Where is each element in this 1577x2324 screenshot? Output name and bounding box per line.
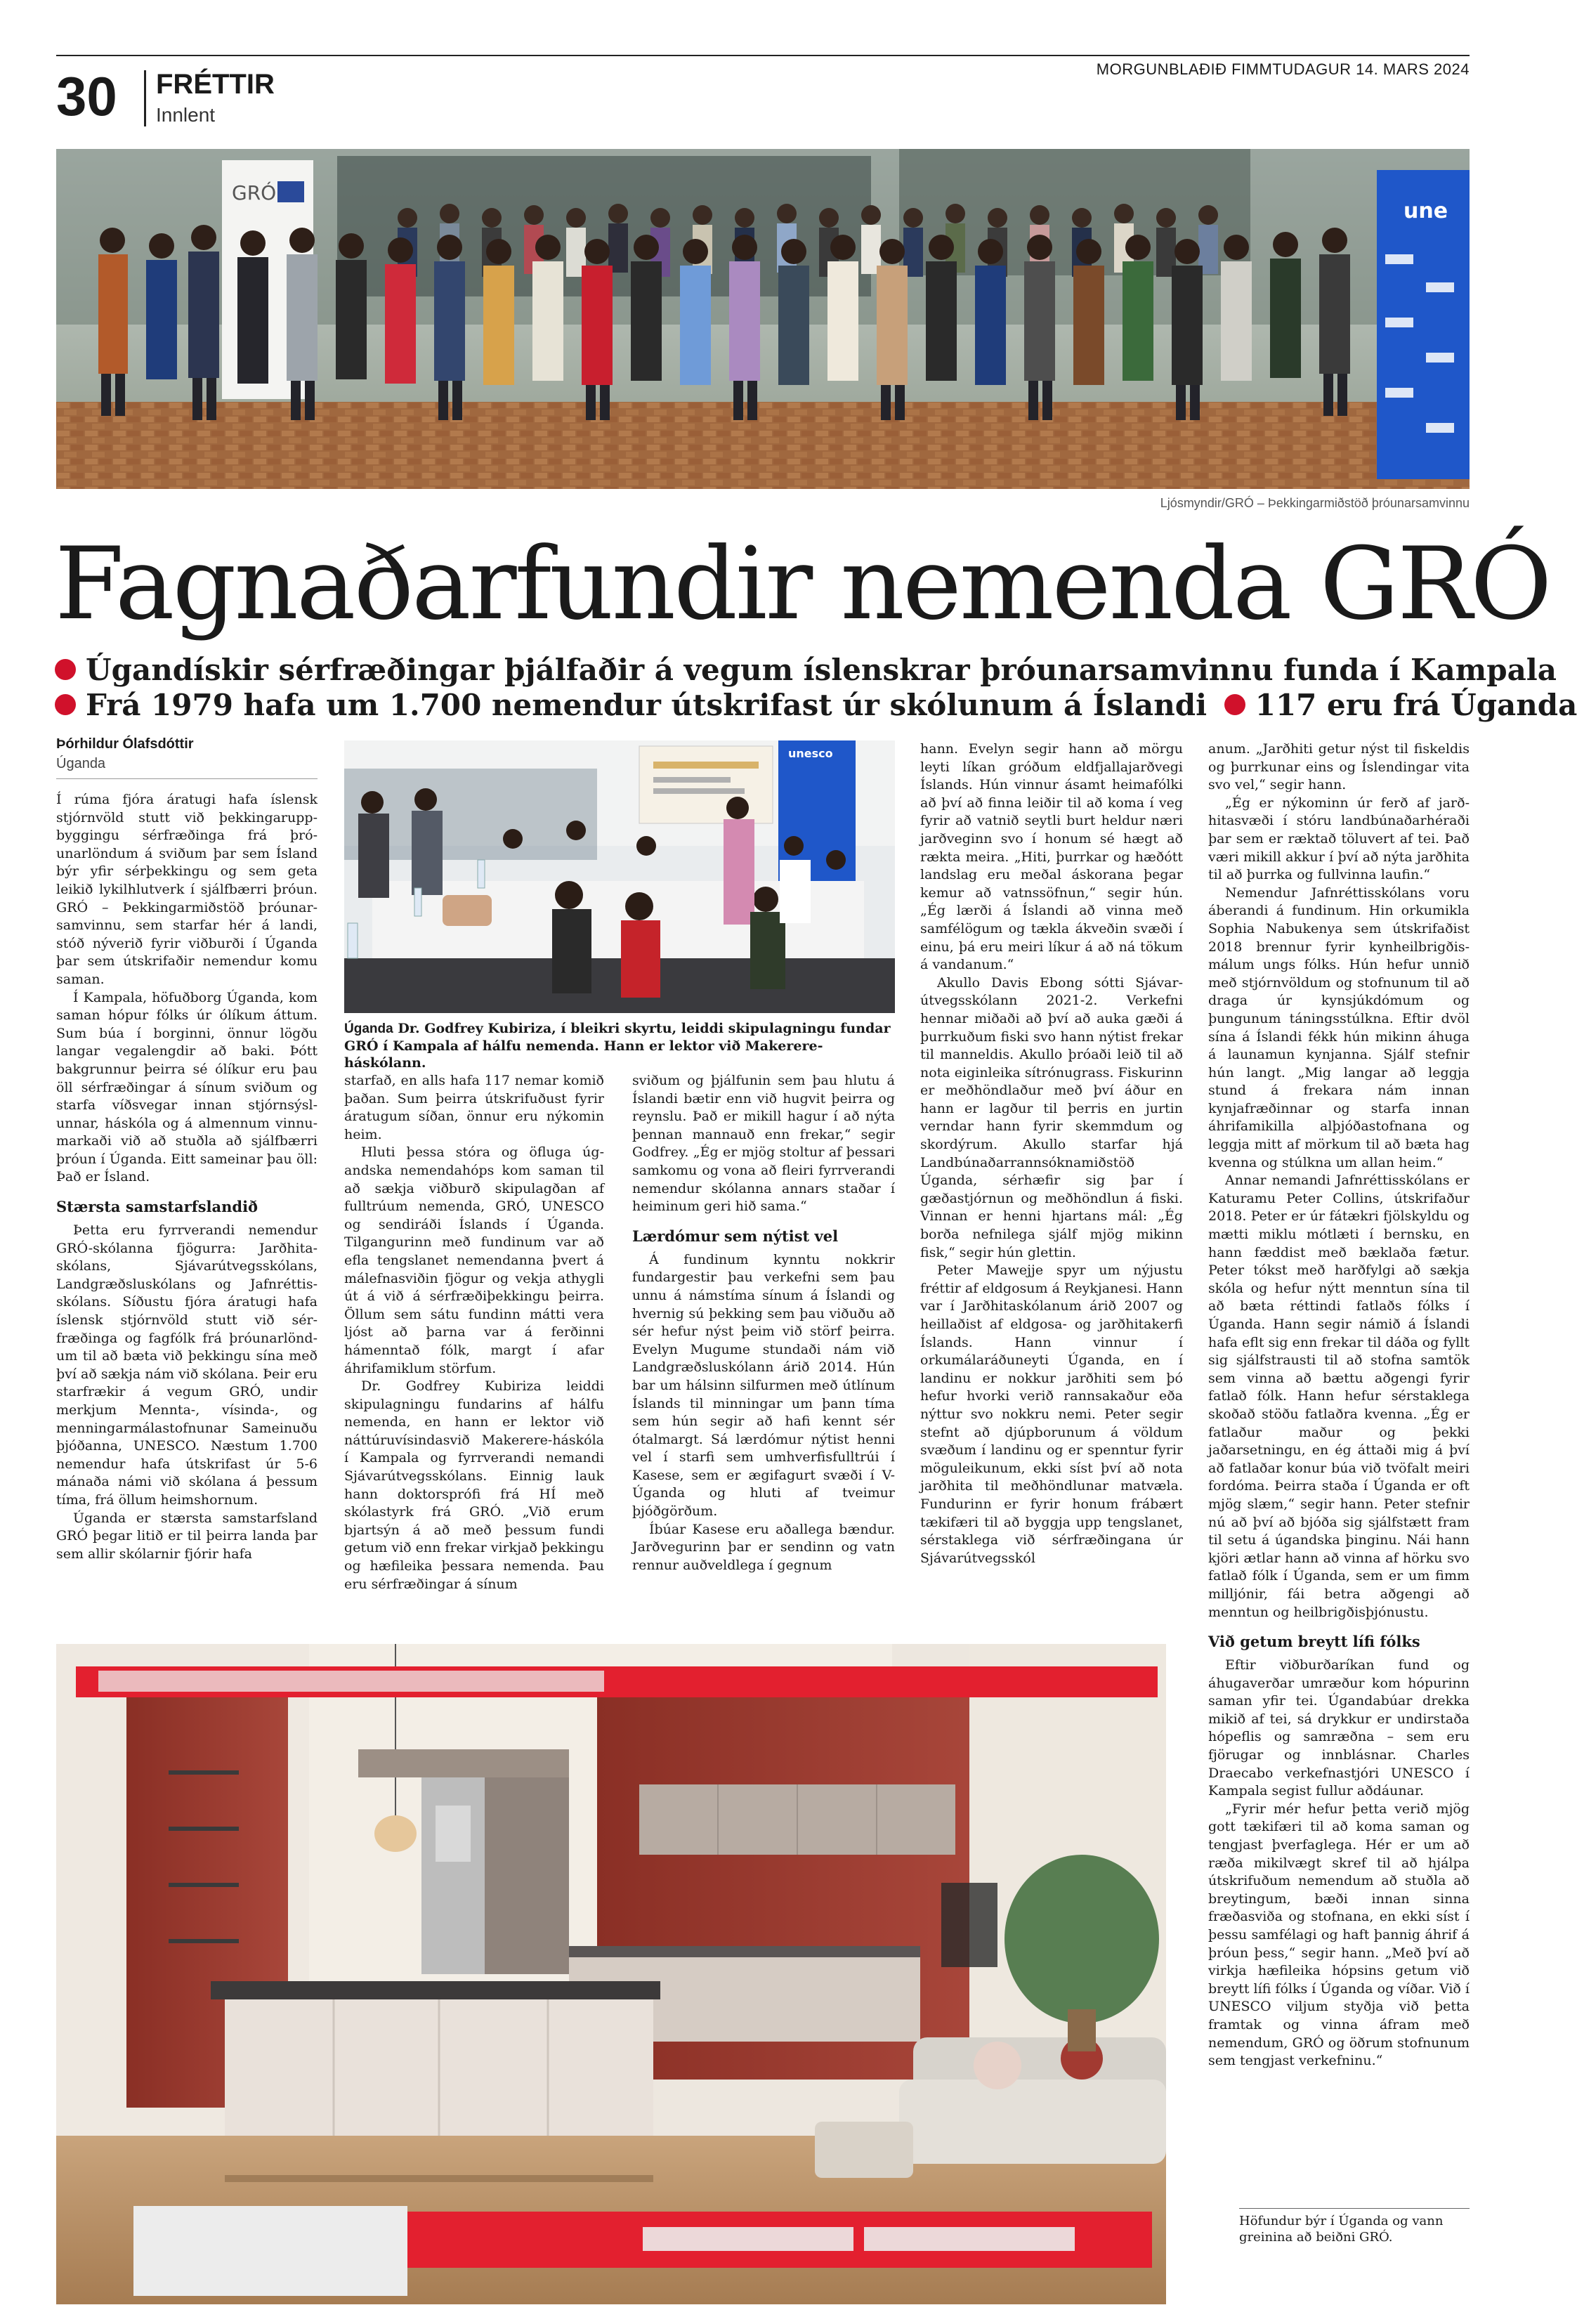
photo-credit: Ljósmyndir/GRÓ – Þekkingarmiðstöð þróunarsamvinnu	[1160, 496, 1470, 510]
paragraph: Annar nemandi Jafnréttisskólans er Katuramu Peter Collins, útskrifaður 2018. Peter er úr fátækri fjölskyldu og mætti miklu mótlæti í bernsku, en hann fæddist með bæklaða fætur. Peter tókst með harðfylgi að sækja skóla og hefur nýtt menntun sína til að bæta réttindi fatlaðs fólks í Úganda. Hann segir námið á Íslandi hafa eflt sig enn frekar til dáða og fyllt sig sjálfstrausti til að stofna samtök sem vinna að bættu aðgengi fyrir fatlað fólk. Hann hefur sérstaklega skoðað stöðu fatlaðra kvenna. „Ég er fatlaður maður og þekki jaðarsetningu, en ég áttaði mig á því að fatlaðar konur búa við tvöfalt meiri fordóma. Þeirra staða í Úganda er oft mjög slæm,“ segir hann. Peter stefnir nú að því að bjóða sig sjálfstætt fram til setu á úgandska þinginu. Nái hann kjöri ætlar hann að vinna af hörku svo fatlað fólk í Úganda, sem er um fimm milljónir, fái betra aðgengi að menntun og heilbrigðisþjónustu.	[1208, 1173, 1470, 1620]
paragraph: „Fyrir mér hefur þetta verið mjög gott tækifæri til að koma saman og tengjast þverfaglega. Hér er um að ræða mikilvægt skref til að hjálpa útskrifuðum nemendum að stuðla að breytingum, bæði innan sinna fræðasviða og stofnana, en ekki síst í þessu samfélagi og haft þannig áhrif á þróun þess,“ segir hann. „Með því að virkja hæfileika hópsins getum við breytt lífi fólks í Úganda og víðar. Við í UNESCO viljum styðja við þetta framtak og vinna áfram með nemendum, GRÓ og öðrum stofnunum sem tengjast verkefninu.“	[1208, 1801, 1470, 2069]
author-name: Þórhildur Ólafsdóttir	[56, 736, 194, 752]
deck-text-2b: 117 eru frá Úganda	[1255, 688, 1577, 722]
paragraph: Í Kampala, höfuðborg Úganda, kom saman hópur fólks úr ólíkum áttum. Sum búa í borginni, önnur lögðu langar vegalengdir að baki. Þótt bakgrunnur þeirra sé ólíkur eru þau öll sérfræðingar á sínum sviðum og starfa víðsvegar innan stjórnsýslunnar, háskóla og á almennum vinnumarkaði við að stuðla að sjálfbærri þróun í Úganda. Eitt sameinar þau öll: Það er Ísland.	[56, 989, 318, 1185]
footnote-rule	[1239, 2208, 1470, 2209]
article-column-5	[1208, 740, 1470, 2070]
paragraph: Peter Mawejje spyr um nýjustu fréttir af eldgosum á Reykjanesi. Hann var í Jarðhitaskólanum árið 2007 og heillaðist af eldgosa- og jarðhitakerfi Íslands. Hann vinnur í orkumálaráðuneyti Úganda, en í landinu er nokkur jarðhiti sem þó hefur hvorki verið rannsakaður eða nýttur svo nokkru nemi. Peter segir stefnt að djúpborunum á völdum svæðum í landinu og er spenntur fyrir möguleikunum, ekki síst því að nota jarðhita til meðhöndlunar matvæla. Fundurinn er fyrir honum frábært tækifæri til að byggja upp tengslanet, sérstaklega við sérfræðingana úr Sjávarútvegsskól	[920, 1262, 1183, 1566]
header-separator	[144, 70, 146, 126]
meeting-photo	[344, 740, 895, 1013]
header-rule	[56, 55, 1470, 56]
paragraph: starfað, en alls hafa 117 nemar komið þaðan. Sum þeirra útskrifuðust fyrir áratugum síðan, önnur eru nýkomin heim.	[344, 1073, 604, 1142]
group-photo	[56, 149, 1470, 489]
subheading: Við getum breytt lífi fólks	[1208, 1633, 1420, 1651]
paragraph: Eftir viðburðaríkan fund og áhugaverðar umræður kom hópurinn saman yfir tei. Úgandabúar drekka mikið af tei, sá drykkur er undirstaða hópeflis og samræðna – sem eru fjörugar og innblásnar. Charles Draecabo verkefnastjóri UNESCO í Kampala segist fullur aðdáunar.	[1208, 1657, 1470, 1799]
paragraph: Dr. Godfrey Kubiriza leiddi skipulagningu fundarins af hálfu nemenda, en hann er lektor við náttúruvísindasvið Makerere-háskóla í Kampala og fyrrverandi nemandi Sjávarútvegsskólans. Einnig lauk hann doktorsprófi frá HÍ með skólastyrk frá GRÓ. „Við erum bjartsýn á að með þessum fundi getum við enn frekar virkjað þekkingu og hæfileika þessara nemenda. Þau eru sérfræðingar á sínum	[344, 1378, 604, 1592]
photo-caption	[344, 1020, 895, 1071]
paragraph: anum. „Jarðhiti getur nýst til fiskeldis og þurrkunar eins og Íslendingar vita svo vel,“ segir hann.	[1208, 741, 1470, 793]
paragraph: sviðum og þjálfunin sem þau hlutu á Íslandi bætir enn við hugvit þeirra og reynslu. Það er mikill hagur í að nýta þennan mannauð enn frekar,“ segir Godfrey. „Ég er mjög stoltur af þessari samkomu og vona að fleiri fyrrverandi nemendur skólanna annars staðar í heiminum geri hið sama.“	[632, 1073, 895, 1215]
bullet-dot-icon	[55, 659, 76, 680]
svg-text:GRÓ: GRÓ	[232, 181, 277, 204]
headline: Fagnaðarfundir nemenda GRÓ	[55, 526, 1550, 642]
paragraph: Úganda er stærsta samstarfsland GRÓ þegar litið er til þeirra landa þar sem allir skólarnir fjórir hafa	[56, 1510, 318, 1562]
byline-rule	[56, 778, 318, 779]
deck-text-1: Úgandískir sérfræðingar þjálfaðir á vegum íslenskrar þróunarsamvinnu funda í Kampala	[86, 653, 1557, 687]
subheading: Stærsta samstarfslandið	[56, 1198, 259, 1216]
paragraph: hann. Evelyn segir hann að mörgu leyti líkan gróðum eldfjallajarðvegi Íslands. Hún vinnur ásamt heimafólki að því að finna leiðir til að koma í veg fyrir að vatnið seytli burt heldur næri jarðveginn svo í honum sé hægt að rækta meira. „Hiti, þurrkar og hæðótt landslag eru meðal áskorana þegar kemur að vatnssöfnun,“ segir hún. „Ég lærði á Íslandi að vinna með samfélögum og tækla ákveðin svæði í einu, þá eru meiri líkur á að ná tökum á vandanum.“	[920, 741, 1183, 973]
caption-text: Dr. Godfrey Kubiriza, í bleikri skyrtu, leiddi skipulagningu fundar GRÓ í Kampala af hálfu nemenda. Hann er lektor við Makerere-háskólann.	[344, 1021, 891, 1071]
svg-text:une: une	[1403, 199, 1448, 223]
deck-line-2	[55, 686, 1577, 725]
paragraph: Í rúma fjóra áratugi hafa íslensk stjórnvöld stutt við þekkingaruppbyggingu sérfræðinga frá þróunarlöndum á sviðum þar sem Ísland býr yfir sérþekkingu og sem geta leikið lykilhlutverk í sjálfbærri þróun. GRÓ – Þekkingarmiðstöð þróunarsamvinnu, sem starfar hér á landi, stóð nýverið fyrir viðburði í Úganda þar sem útskrifaðir nemendur komu saman.	[56, 792, 318, 987]
caption-lead: Úganda	[344, 1021, 393, 1036]
paragraph: „Ég er nýkominn úr ferð af jarðhitasvæði í stóru landbúnaðarhéraði þar sem er ræktað töluvert af tei. Það væri mikill akkur í því að nýta jarðhita til að þurrka og fullvinna laufin.“	[1208, 795, 1470, 883]
svg-text:unesco: unesco	[788, 747, 833, 760]
paragraph: Íbúar Kasese eru aðallega bændur. Jarðvegurinn þar er sendinn og vatn rennur auðveldlega í gegnum	[632, 1521, 895, 1573]
bullet-dot-icon	[55, 694, 76, 715]
author-footnote: Höfundur býr í Úganda og vann greinina að beiðni GRÓ.	[1239, 2214, 1444, 2245]
deck-text-2a: Frá 1979 hafa um 1.700 nemendur útskrifast úr skólunum á Íslandi	[86, 688, 1208, 722]
paragraph: Nemendur Jafnréttisskólans voru áberandi á fundinum. Hin orkumikla Sophia Nabukenya sem útskrifaðist 2018 brennur fyrir kynheilbrigðismálum ungs fólks. Hún hefur unnið með stjórnvöldum og stofnunum til að draga úr kynsjúkdómum og þungunum táningsstúlkna. Eftir dvöl sína á Íslandi fékk hún mikinn áhuga á launamun kynjanna. Sjálf stefnir hún langt. „Mig langar að leggja stund á frekara nám innan kynjafræðinnar og starfa innan áhrifamikilla alþjóðastofnana og leggja mitt af mörkum til að bæta hag kvenna og stúlkna um allan heim.“	[1208, 884, 1470, 1170]
paragraph: Akullo Davis Ebong sótti Sjávarútvegsskólann 2021-2. Verkefni hennar miðaði að því að auka gæði á þurrkuðum fiski svo hann nýtist frekar til manneldis. Akullo þróaði leið til að nota eiginleika sítrónugrass. Fiskurinn er meðhöndlaður með því áður en hann er lagður til þerris en jurtin verndar hann fyrir skemmdum og skordýrum. Akullo starfar hjá Landbúnaðarrannsóknamiðstöð Úganda, sérhæfir sig þar í gæðastjórnun og meðhöndlun á fiski. Vinnan er henni hjartans mál: „Ég borða nefnilega sjálf mjög mikinn fisk,“ segir hún glettin.	[920, 974, 1183, 1260]
article-column-2	[344, 1072, 604, 1593]
article-column-3	[632, 1072, 895, 1574]
section-title: FRÉTTIR	[156, 69, 275, 100]
publication-dateline: MORGUNBLAÐIÐ FIMMTUDAGUR 14. MARS 2024	[1096, 60, 1470, 78]
article-column-1	[56, 791, 318, 1563]
kitchen-advertisement[interactable]	[56, 1644, 1166, 2304]
bullet-dot-icon	[1224, 694, 1245, 715]
article-column-4	[920, 740, 1183, 1567]
author-location: Úganda	[56, 756, 106, 771]
paragraph: Þetta eru fyrrverandi nemendur GRÓ-skólanna fjögurra: Jarðhitaskólans, Sjávarútvegsskólans, Landgræðsluskólans og Jafnréttisskólans. Síðustu fjóra áratugi hafa íslensk stjórnvöld stutt við sérfræðinga og fagfólk frá þróunarlöndum til að bæta við þekkingu sína með því að sækja nám við skólana. Þeir eru starfrækir á vegum GRÓ, undir merkjum Mennta-, vísinda-, og menningarmálastofnunar Sameinuðu þjóðanna, UNESCO. Næstum 1.700 nemendur hafa útskrifast úr 5-6 mánaða námi við skólana á þessum tíma, frá öllum heimshornum.	[56, 1222, 318, 1508]
deck-line-1	[55, 651, 1557, 690]
paragraph: Á fundinum kynntu nokkrir fundargestir þau verkefni sem þau unnu á námstíma sínum á Íslandi og hvernig sú þekking sem þau viðuðu að sér hefur nýst þeim við störf þeirra. Evelyn Mugume stundaði nám við Landgræðsluskólann árið 2014. Hún bar um hálsinn silfurmen með útlínum Íslands til minningar um þann tíma sem hún segir að hafi kennt sér ótalmargt. Sá lærdómur nýtist henni vel í starfi sem umhverfisfulltrúi í Kasese, sem er ægifagurt svæði í V-Úganda og hluti af tveimur þjóðgörðum.	[632, 1251, 895, 1520]
subheading: Lærdómur sem nýtist vel	[632, 1227, 839, 1245]
paragraph: Hluti þessa stóra og öfluga úgandska nemendahóps kom saman til að sækja viðburð skipulagðan af fulltrúum nemenda, GRÓ, UNESCO og sendiráði Íslands í Úganda. Tilgangurinn með fundinum var að efla tengslanet nemendanna þvert á málefnasviðin fjögur og vekja athygli út á við á sérfræðiþekkingu þeirra. Öllum sem sátu fundinn mátti vera ljóst að þarna var á ferðinni hámenntað fólk, margt í afar áhrifamiklum störfum.	[344, 1144, 604, 1376]
subsection-title: Innlent	[156, 104, 216, 126]
page-number: 30	[56, 65, 117, 127]
